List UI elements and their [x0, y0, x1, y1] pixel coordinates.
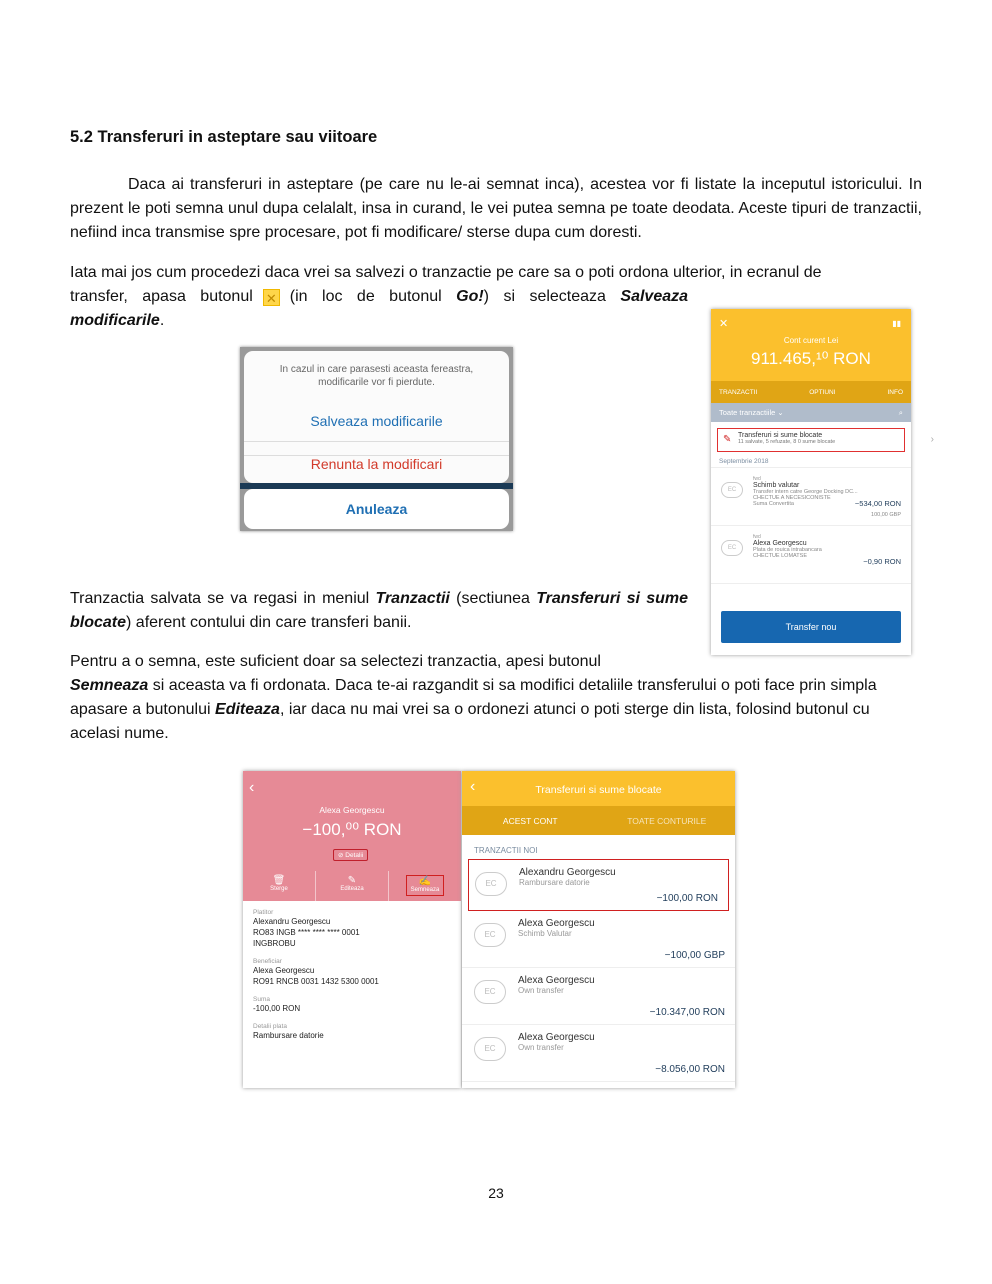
list-item[interactable]: EC Alexa Georgescu Schimb Valutar −100,00 GBP	[462, 911, 735, 968]
page-number: 23	[488, 1185, 504, 1201]
trash-icon: 🗑	[272, 875, 286, 886]
list-item[interactable]: EC Alexandru Georgescu Rambursare datorie −100,00 RON	[468, 859, 729, 911]
signal-icon: ▮▮	[892, 319, 901, 328]
account-header	[711, 309, 911, 381]
tab-this-account[interactable]: ACEST CONT	[502, 815, 558, 826]
month-header: Septembrie 2018	[711, 452, 911, 468]
cancel-button[interactable]: Anuleaza	[244, 489, 509, 529]
list-item[interactable]: EC Alexa Georgescu Own transfer −8.056,00 RON	[462, 1025, 735, 1082]
back-arrow-icon[interactable]: ‹	[470, 778, 476, 795]
signature-icon: ✍	[418, 876, 432, 887]
dialog-sheet	[244, 351, 509, 483]
close-x-icon: ✕	[263, 289, 280, 306]
detail-actions	[243, 871, 461, 901]
list-item[interactable]: EC fwd Alexa Georgescu Plata de rouica intrabancara CHECTUE LOMATSE −0,90 RON	[711, 526, 911, 584]
paragraph-save-instructions: transfer, apasa butonul ✕ (in loc de butonul Go!) si selecteaza Salveaza modificarile.	[70, 288, 689, 329]
filter-dropdown[interactable]: Toate tranzactiile ⌄	[719, 408, 784, 417]
account-balance: 911.465,¹⁰ RON	[751, 349, 871, 368]
bank-logo-icon: EC	[475, 872, 507, 896]
section-label: TRANZACTII NOI	[474, 846, 538, 855]
search-icon[interactable]: ⌕	[898, 407, 903, 417]
close-icon[interactable]: ✕	[719, 318, 729, 330]
paragraph-save-intro: Iata mai jos cum procedezi daca vrei sa salvezi o tranzactie pe care sa o poti ordona ulterior, in ecranul de	[70, 264, 822, 281]
blocked-transfers-row[interactable]	[717, 428, 934, 452]
blocked-tabs	[462, 806, 735, 835]
paragraph-saved-location: Tranzactia salvata se va regasi in meniul Tranzactii (sectiunea Transferuri si sume blocate) aferent contului din care transferi banii.	[70, 590, 688, 631]
sign-button[interactable]: ✍ Semneaza	[389, 871, 461, 901]
dialog-divider	[244, 441, 509, 442]
detail-name: Alexa Georgescu	[319, 805, 385, 815]
account-tabs	[711, 381, 911, 403]
detail-amount: −100,⁰⁰ RON	[302, 820, 402, 839]
account-name: Cont curent Lei	[783, 336, 839, 345]
new-transfer-button[interactable]: Transfer nou	[721, 611, 901, 643]
bank-logo-icon: EC	[474, 923, 506, 947]
detail-body: Platitor Alexandru Georgescu RO83 INGB **** **** **** 0001 INGBROBU Beneficiar Alexa Georgescu RO91 RNCB 0031 1432 5300 0001 Suma -100,00 RON Detalii plata Rambursare datorie	[253, 909, 379, 1040]
tab-info[interactable]: INFO	[887, 388, 903, 396]
discard-changes-button[interactable]: Renunta la modificari	[244, 455, 509, 472]
transaction-filter[interactable]	[711, 403, 911, 422]
blocked-transfers-screenshot	[462, 771, 735, 1088]
bank-logo-icon: EC	[721, 540, 743, 556]
chevron-right-icon: ›	[930, 434, 934, 445]
section-heading: 5.2 Transferuri in asteptare sau viitoare	[70, 128, 378, 146]
details-badge[interactable]: ⊘ Detalii	[333, 849, 368, 861]
pencil-icon: ✎	[347, 875, 357, 886]
tab-all-accounts[interactable]: TOATE CONTURILE	[627, 815, 707, 826]
detail-header	[243, 771, 461, 901]
back-arrow-icon[interactable]: ‹	[249, 779, 255, 796]
list-item[interactable]: EC fwd Schimb valutar Transfer intern catre George Docking DC... CHECTUE A NECESICONISTE Suma Convertita −534,00 RON 100,00 GBP	[711, 468, 911, 526]
blocked-page-title: Transferuri si sume blocate	[535, 784, 662, 796]
paragraph-sign-intro: Pentru a o semna, este suficient doar sa selectezi tranzactia, apesi butonul	[70, 653, 601, 670]
blocked-title: Transferuri si sume blocate	[738, 432, 823, 439]
bank-logo-icon: EC	[721, 482, 743, 498]
paragraph-pending-transfers: Daca ai transferuri in asteptare (pe care nu le-ai semnat inca), acestea vor fi listate la inceputul istoricului. In prezent le poti semna unul dupa celalalt, insa in curand, le vei putea semna pe toate deodata. Aceste tipuri de tranzactii, nefiind inca transmise spre procesare, pot fi modificare/ sterse dupa cum doresti.	[70, 176, 922, 241]
save-changes-button[interactable]: Salveaza modificarile	[310, 413, 443, 429]
save-dialog-screenshot	[240, 347, 513, 531]
transaction-detail-screenshot	[243, 771, 461, 1088]
blocked-subtitle: 11 salvate, 5 refuzate, 8 0 sume blocate	[738, 439, 836, 445]
blocked-header	[462, 771, 735, 806]
account-transactions-screenshot	[711, 309, 934, 655]
tab-options[interactable]: OPTIUNI	[809, 388, 836, 396]
list-item[interactable]: EC Alexa Georgescu Own transfer −10.347,00 RON	[462, 968, 735, 1025]
delete-button[interactable]: 🗑 Sterge	[243, 871, 316, 901]
dialog-message: In cazul in care parasesti aceasta fereastra, modificarile vor fi pierdute.	[279, 364, 474, 388]
paragraph-sign-instructions: Semneaza si aceasta va fi ordonata. Daca te-ai razgandit si sa modifici detaliile transferului o poti face prin simpla apasare a butonului Editeaza, iar daca nu mai vrei sa o ordonezi atunci o poti sterge din lista, folosind butonul cu acelasi nume.	[70, 677, 877, 742]
bank-logo-icon: EC	[474, 980, 506, 1004]
bank-logo-icon: EC	[474, 1037, 506, 1061]
edit-button[interactable]: ✎ Editeaza	[316, 871, 389, 901]
edit-note-icon: ✎	[723, 434, 732, 445]
tab-transactions[interactable]: TRANZACTII	[719, 388, 758, 396]
